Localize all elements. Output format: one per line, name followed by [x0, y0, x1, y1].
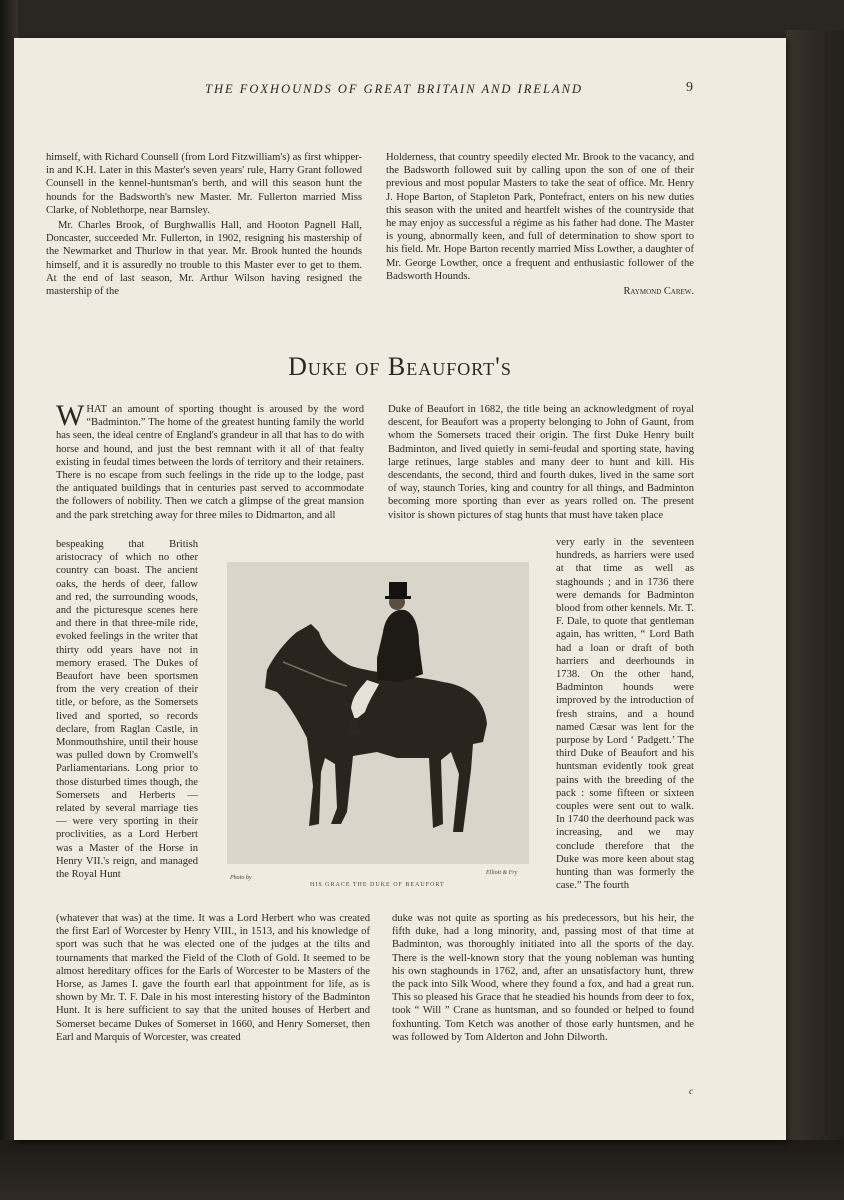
top-right-column	[386, 151, 694, 298]
top-right-paragraph-1: Holderness, that country speedily elected Mr. Brook to the vacancy, and the Badsworth followed suit by calling upon the son of one of their previous and most popular Masters to take the seat of office. Mr. Henry J. Hope Barton, of Stapleton Park, Pontefract, enters on his new duties this season with the united and heartfelt wishes of the countryside that he may enjoy as successful a régime as his father had done. The Master is young, abnormally keen, and full of determination to show sport to his field. Mr. Hope Barton recently married Miss Lowther, a daughter of Mr. George Lowther, once a frequent and enthusiastic follower of the Badsworth Hounds.	[386, 152, 694, 282]
top-left-paragraph-2: Mr. Charles Brook, of Burghwallis Hall, and Hooton Pagnell Hall, Doncaster, succeeded Mr. Fullerton, in 1902, resigning his mastership of the Newmarket and Thurlow in that year. Mr. Brook hunted the hounds himself, and it is assuredly no trouble to this Master ever to get to them. At the end of last season, Mr. Arthur Wilson having resigned the mastership of the	[46, 220, 362, 298]
right-narrow-paragraph: very early in the seventeen hundreds, as harriers were used at that time as well as staghounds ; and in 1736 there were demands for Badminton blood from other kennels. Mr. T. F. Dale, to quote that gentleman again, has written, “ Lord Bath had a loan or draft of both harriers and deerhounds in 1738. On the other hand, Badminton hounds were improved by the introduction of fresh strains, and a hound named Cæsar was lent for the purpose by Lord ‘ Padgett.’ The third Duke of Beaufort and his huntsman evidently took great pains with the breeding of the pack : some fifteen or sixteen couples were sent out to walk. In 1740 the deerhound pack was increasing, and we may conclude therefore that the Duke was more keen about stag hunting than was formerly the case.” The fourth	[556, 537, 694, 892]
book-bottom-edge	[0, 1140, 844, 1200]
left-upper-text	[56, 399, 364, 522]
signature-mark: c	[689, 1086, 693, 1096]
right-lower-paragraph: duke was not quite as sporting as his predecessors, but his heir, the fifth duke, had a long minority, and, passing most of that time at Badminton, was thoroughly initiated into all the sports of the day. There is the well-known story that the young nobleman was hunting his own staghounds in 1762, and, after an unsatisfactory hunt, threw the pack into Silk Wood, where they found a fox, and had a great run. This so pleased his Grace that he steadied his hounds from deer to fox, took “ Will ” Crane as huntsman, and so founded or helped to found foxhunting. Tom Ketch was another of those early huntsmen, and he was followed by Tom Alderton and John Dilworth.	[392, 913, 694, 1043]
opening-paragraph: HAT an amount of sporting thought is aroused by the word “Badminton.” The home of the greatest hunting family the world has seen, the ideal centre of England's grandeur in all that has to do with horse and hound, and just the best remnant with it all of that fealty existing in feudal times between the lords of territory and their retainers. There is no escape from such feelings in the ride up to the lodge, past the antiquated buildings that in centuries past served to accommodate the followers of nobility. Then we catch a glimpse of the great mansion and the park stretching away for three miles to Didmarton, and all	[56, 404, 364, 521]
right-upper-text	[388, 403, 694, 522]
photo-credit-right: Elliott & Fry	[486, 870, 518, 876]
duke-photograph	[227, 562, 529, 864]
author-signature: Raymond Carew.	[623, 286, 694, 298]
book-right-edge	[786, 30, 844, 1150]
drop-cap: W	[56, 399, 85, 432]
page-number: 9	[686, 80, 693, 95]
horse-and-rider-illustration	[227, 562, 529, 864]
right-upper-paragraph: Duke of Beaufort in 1682, the title being an acknowledgment of royal descent, for Beaufort was a property belonging to John of Gaunt, from whom the Somersets traced their origin. The first Duke Henry built Badminton, and lived quietly in semi-feudal and sporting state, having large retinues, large stables and many deer to hunt and kill. His descendants, the second, third and fourth dukes, lived in the same sort of way, staunch Tories, king and country for all things, and Badminton becoming more sporting than ever as years rolled on. The present visitor is shown pictures of stag hunts that must have taken place	[388, 404, 694, 521]
photo-credit-left: Photo by	[230, 875, 252, 881]
top-left-paragraph-1: himself, with Richard Counsell (from Lord Fitzwilliam's) as first whipper-in and K.H. Later in this Master's seven years' rule, Harry Grant followed Counsell in the kennel-huntsman's berth, and will this season hunt the hounds for the Badsworth's new Master. Mr. Fullerton married Miss Clarke, of Noblethorpe, near Barnsley.	[46, 152, 362, 216]
right-narrow-text	[556, 536, 694, 892]
top-left-column	[46, 151, 362, 300]
left-narrow-text	[56, 538, 198, 881]
left-lower-paragraph: (whatever that was) at the time. It was a Lord Herbert who was created the first Earl of Worcester by Henry VIII., in 1513, and his knowledge of sport was such that he was elected one of the judges at the tilts and tournaments that marked the Field of the Cloth of Gold. It seemed to be almost hereditary offices for the Earls of Worcester to be Masters of the Horse, as James I. gave the fourth earl that appointment for life, as is shown by Mr. T. F. Dale in his most interesting history of the Badminton Hunt. It is here sufficient to say that the united houses of Herbert and Somerset became Dukes of Somerset in 1660, and Henry Somerset, then Earl and Marquis of Worcester, was created	[56, 913, 370, 1043]
article-title: Duke of Beaufort's	[288, 352, 512, 381]
left-narrow-paragraph: bespeaking that British aristocracy of which no other country can boast. The ancient oaks, the herds of deer, fallow and red, the surrounding woods, and the picturesque scenes here and there in that three-mile ride, evoked feelings in the writer that thirty odd years have not in memory erased. The Dukes of Beaufort have been sportsmen from the very creation of their title, or before, as the Somersets lived and sported, so records declare, from Raglan Castle, in Monmouthshire, until their house was pulled down by Cromwell's Parliamentarians. Long prior to those disturbed times though, the Somersets and Herberts — related by several marriage ties — were very sporting in their proclivities, as a Lord Herbert was a Master of the Horse in Henry VII.'s reign, and managed the Royal Hunt	[56, 539, 198, 881]
running-title: THE FOXHOUNDS OF GREAT BRITAIN AND IRELAND	[205, 82, 583, 96]
photo-caption: HIS GRACE THE DUKE OF BEAUFORT	[310, 882, 445, 888]
right-lower-text	[392, 912, 694, 1044]
left-lower-text	[56, 912, 370, 1044]
